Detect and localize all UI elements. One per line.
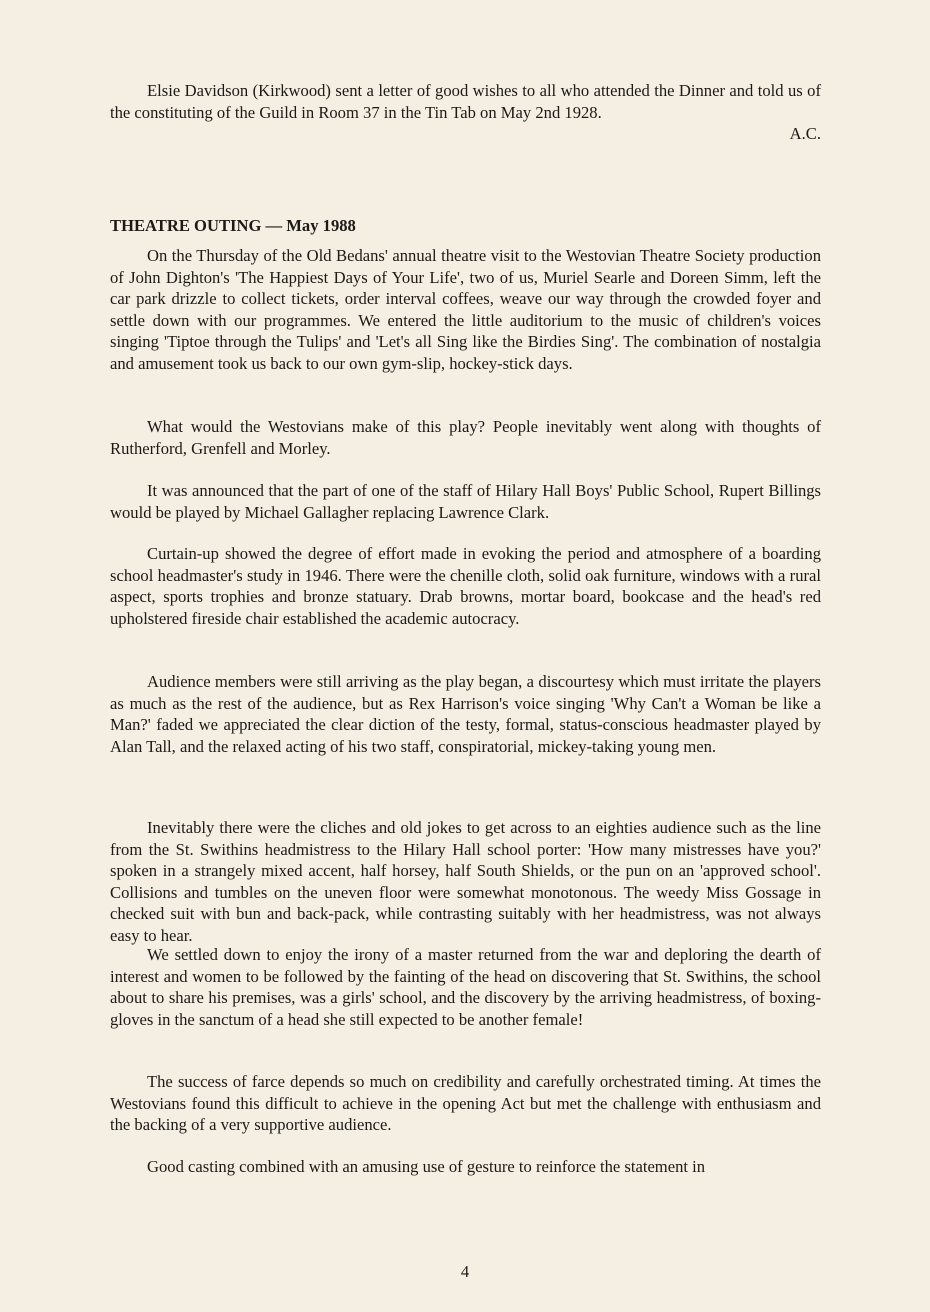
article-paragraph-6: Inevitably there were the cliches and old jokes to get across to an eighties audience such as the line from the St. Swithins headmistress to the Hilary Hall school porter: 'How many mistresses have you?' spoken in a strangely mixed accent, half horsey, half South Shields, or the pun on an 'approved school'. Collisions and tumbles on the uneven floor were somewhat monotonous. The weedy Miss Gossage in checked suit with bun and back-pack, while contrasting suitably with her headmistress, was not always easy to hear. [110, 818, 821, 945]
article-paragraph-4: Curtain-up showed the degree of effort made in evoking the period and atmosphere of a boarding school headmaster's study in 1946. There were the chenille cloth, solid oak furniture, windows with a rural aspect, sports trophies and bronze statuary. Drab browns, mortar board, bookcase and the head's red upholstered fireside chair established the academic autocracy. [110, 544, 821, 628]
article-paragraph-5: Audience members were still arriving as the play began, a discourtesy which must irritate the players as much as the rest of the audience, but as Rex Harrison's voice singing 'Why Can't a Woman be like a Man?' faded we appreciated the clear diction of the testy, formal, status-conscious headmaster played by Alan Tall, and the relaxed acting of his two staff, conspiratorial, mickey-taking young men. [110, 672, 821, 756]
article-paragraph-block-9 [110, 1156, 821, 1178]
page-number: 4 [460, 1262, 470, 1281]
article-paragraph-block-8 [110, 1071, 821, 1136]
letter-signoff: A.C. [789, 124, 821, 144]
article-paragraph-block-7 [110, 944, 821, 1030]
article-paragraph-2: What would the Westovians make of this play? People inevitably went along with thoughts of Rutherford, Grenfell and Morley. [110, 417, 821, 458]
article-paragraph-1: On the Thursday of the Old Bedans' annual theatre visit to the Westovian Theatre Society production of John Dighton's 'The Happiest Days of Your Life', two of us, Muriel Searle and Doreen Simm, left the car park drizzle to collect tickets, order interval coffees, weave our way through the crowded foyer and settle down with our programmes. We entered the little auditorium to the music of children's voices singing 'Tiptoe through the Tulips' and 'Let's all Sing like the Birdies Sing'. The combination of nostalgia and amusement took us back to our own gym-slip, hockey-stick days. [110, 246, 821, 373]
article-paragraph-7: We settled down to enjoy the irony of a master returned from the war and deploring the dearth of interest and women to be followed by the fainting of the head on discovering that St. Swithins, the school about to share his premises, was a girls' school, and the discovery by the arriving headmistress, of boxing-gloves in the sanctum of a head she still expected to be another female! [110, 945, 821, 1029]
article-paragraph-block-5 [110, 671, 821, 757]
article-paragraph-3: It was announced that the part of one of the staff of Hilary Hall Boys' Public School, Rupert Billings would be played by Michael Gallagher replacing Lawrence Clark. [110, 481, 821, 522]
article-paragraph-8: The success of farce depends so much on credibility and carefully orchestrated timing. At times the Westovians found this difficult to achieve in the opening Act but met the challenge with enthusiasm and the backing of a very supportive audience. [110, 1072, 821, 1135]
article-paragraph-block-2 [110, 416, 821, 459]
article-paragraph-block-4 [110, 543, 821, 629]
article-paragraph-9: Good casting combined with an amusing use of gesture to reinforce the statement in [147, 1157, 706, 1176]
article-paragraph-block-6 [110, 817, 821, 947]
letter-section [110, 80, 821, 145]
article-paragraph [110, 245, 821, 375]
article-heading: THEATRE OUTING — May 1988 [110, 216, 356, 235]
letter-paragraph: Elsie Davidson (Kirkwood) sent a letter of good wishes to all who attended the Dinner and told us of the constituting of the Guild in Room 37 in the Tin Tab on May 2nd 1928. [110, 81, 821, 122]
article-paragraph-block-3 [110, 480, 821, 523]
